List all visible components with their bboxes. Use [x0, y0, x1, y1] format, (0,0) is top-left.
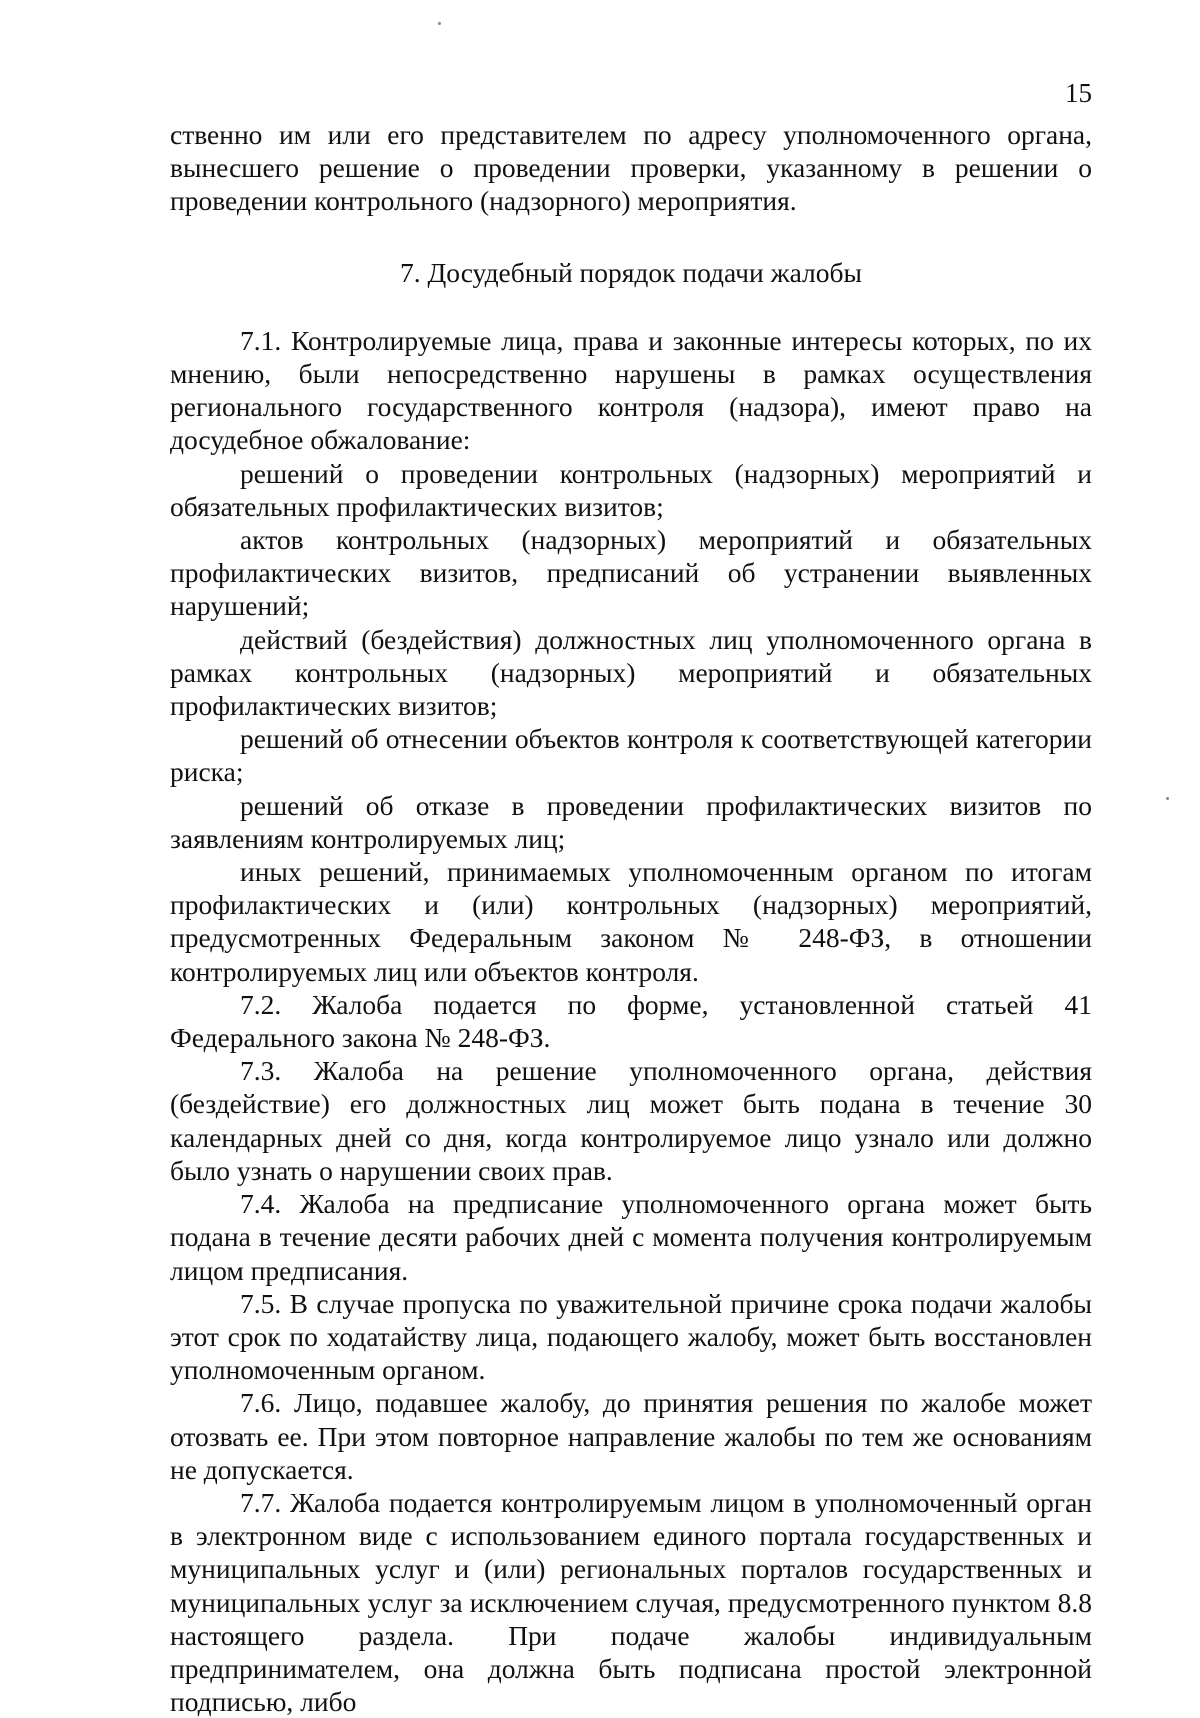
paragraph-7-1: 7.1. Контролируемые лица, права и законные интересы которых, по их мнению, были непосредственно нарушены в рамках осуществления регионального государственного контроля (надзора), имеют право на досудебное обжалование: — [170, 324, 1092, 456]
section-heading: 7. Досудебный порядок подачи жалобы — [400, 256, 862, 288]
paragraph-7-4: 7.4. Жалоба на предписание уполномоченного органа может быть подана в течение десяти рабочих дней с момента получения контролируемым лицом предписания. — [170, 1188, 1092, 1286]
scan-speck — [438, 22, 441, 25]
intro-paragraph: ственно им или его представителем по адресу уполномоченного органа, вынесшего решение о проведении проверки, указанному в решении о проведении контрольного (надзорного) мероприятия. — [170, 119, 1092, 217]
list-item-decisions: решений о проведении контрольных (надзорных) мероприятий и обязательных профилактических визитов; — [170, 457, 1092, 522]
list-item-risk-category: решений об отнесении объектов контроля к соответствующей категории риска; — [170, 723, 1092, 788]
list-item-other-decisions: иных решений, принимаемых уполномоченным органом по итогам профилактических и (или) контрольных (надзорных) мероприятий, предусмотренных Федеральным законом № 248-ФЗ, в отношении контролируемых лиц или объектов контроля. — [170, 856, 1092, 987]
paragraph-7-7: 7.7. Жалоба подается контролируемым лицом в уполномоченный орган в электронном виде с использованием единого портала государственных и муниципальных услуг и (или) региональных порталов государственных и муниципальных услуг за исключением случая, предусмотренного пунктом 8.8 настоящего раздела. При подаче жалобы индивидуальным предпринимателем, она должна быть подписана простой электронной подписью, либо — [170, 1486, 1092, 1718]
list-item-refusal: решений об отказе в проведении профилактических визитов по заявлениям контролируемых лиц; — [170, 789, 1092, 854]
paragraph-7-3: 7.3. Жалоба на решение уполномоченного органа, действия (бездействие) его должностных лиц может быть подана в течение 30 календарных дней со дня, когда контролируемое лицо узнало или должно было узнать о нарушении своих прав. — [170, 1055, 1092, 1186]
list-item-acts: актов контрольных (надзорных) мероприятий и обязательных профилактических визитов, предписаний об устранении выявленных нарушений; — [170, 524, 1092, 622]
page-number: 15 — [1065, 78, 1092, 108]
document-body — [170, 118, 1092, 1718]
paragraph-7-5: 7.5. В случае пропуска по уважительной причине срока подачи жалобы этот срок по ходатайству лица, подающего жалобу, может быть восстановлен уполномоченным органом. — [170, 1287, 1092, 1386]
paragraph-7-6: 7.6. Лицо, подавшее жалобу, до принятия решения по жалобе может отозвать ее. При этом повторное направление жалобы по тем же основаниям не допускается. — [170, 1387, 1092, 1485]
paragraph-7-2: 7.2. Жалоба подается по форме, установленной статьей 41 Федерального закона № 248-ФЗ. — [170, 988, 1092, 1054]
list-item-actions: действий (бездействия) должностных лиц уполномоченного органа в рамках контрольных (надзорных) мероприятий и обязательных профилактических визитов; — [170, 623, 1092, 722]
scan-speck — [1166, 797, 1169, 800]
